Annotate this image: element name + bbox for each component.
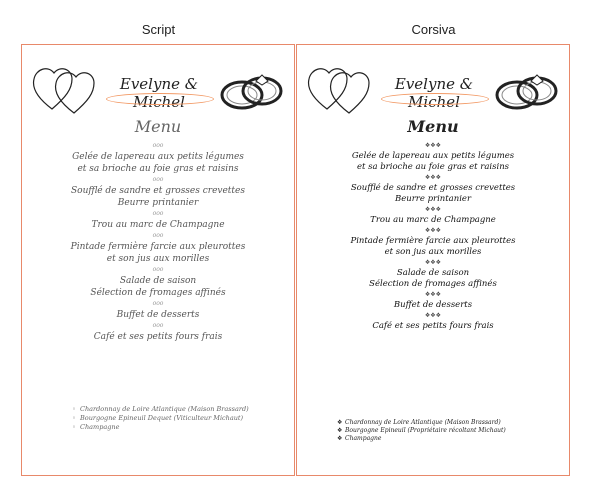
wine-item: ❖ Chardonnay de Loire Atlantique (Maison Brassard) <box>337 419 501 426</box>
menu-item: Gelée de lapereau aux petits légumes <box>351 151 515 161</box>
diamond-bullet-icon: ❖ <box>337 427 343 434</box>
diamond-bullet-icon: ◦ <box>72 405 76 413</box>
menu-item: et sa brioche au foie gras et raisins <box>77 164 239 174</box>
separator: ❖❖❖ <box>424 313 442 319</box>
separator: ❖❖❖ <box>424 143 442 149</box>
separator: ooo <box>152 210 164 217</box>
menu-item: Pintade fermière farcie aux pleurottes <box>350 236 516 246</box>
separator: ooo <box>152 300 164 307</box>
menu-item: Sélection de fromages affinés <box>90 288 226 298</box>
menu-card-corsiva <box>296 44 570 476</box>
menu-item: Beurre printanier <box>117 198 199 208</box>
separator: ❖❖❖ <box>424 207 442 213</box>
diamond-bullet-icon: ❖ <box>337 419 343 426</box>
separator: ooo <box>152 176 164 183</box>
names-underline-ellipse <box>381 93 489 105</box>
column-title-script: Script <box>141 22 176 37</box>
menu-item: Buffet de desserts <box>116 310 200 320</box>
menu-item: Pintade fermière farcie aux pleurottes <box>70 242 246 252</box>
wine-list <box>337 419 557 443</box>
hearts-icon <box>305 59 377 119</box>
wine-list <box>72 405 292 432</box>
column-title-corsiva: Corsiva <box>411 22 456 37</box>
separator: ❖❖❖ <box>424 228 442 234</box>
menu-item: Buffet de desserts <box>393 300 473 310</box>
wine-item: ◦ Chardonnay de Loire Atlantique (Maison Brassard) <box>72 405 249 413</box>
separator: ❖❖❖ <box>424 175 442 181</box>
menu-items <box>22 141 294 343</box>
menu-item: Beurre printanier <box>394 194 472 204</box>
couple-names: Evelyne & Michel <box>119 75 199 111</box>
separator: ooo <box>152 266 164 273</box>
separator: ❖❖❖ <box>424 260 442 266</box>
names-underline-ellipse <box>106 93 214 105</box>
menu-item: et son jus aux morilles <box>384 247 482 257</box>
separator: ooo <box>152 322 164 329</box>
couple-names: Evelyne & Michel <box>394 75 474 111</box>
separator: ooo <box>152 232 164 239</box>
menu-title: Menu <box>134 117 182 136</box>
menu-title: Menu <box>407 117 459 136</box>
menu-card-script <box>21 44 295 476</box>
menu-item: Salade de saison <box>119 276 197 286</box>
menu-item: Salade de saison <box>396 268 470 278</box>
menu-item: Soufflé de sandre et grosses crevettes <box>350 183 516 193</box>
menu-item: et son jus aux morilles <box>106 254 210 264</box>
separator: ❖❖❖ <box>424 292 442 298</box>
menu-item: Trou au marc de Champagne <box>370 215 496 225</box>
menu-item: Soufflé de sandre et grosses crevettes <box>70 186 245 196</box>
diamond-bullet-icon: ◦ <box>72 414 76 422</box>
diamond-bullet-icon: ❖ <box>337 435 343 442</box>
menu-items <box>297 141 569 332</box>
menu-item: Trou au marc de Champagne <box>91 220 225 230</box>
menu-item: Café et ses petits fours frais <box>372 321 494 331</box>
wedding-rings-icon <box>218 69 286 113</box>
hearts-icon <box>30 59 102 119</box>
wine-item: ◦ Bourgogne Epineuil Dequet (Viticulteur Michaut) <box>72 414 244 422</box>
separator: ooo <box>152 142 164 149</box>
wine-item: ◦ Champagne <box>72 423 120 431</box>
wine-item: ❖ Champagne <box>337 435 382 442</box>
wine-item: ❖ Bourgogne Epineuil (Propriétaire récoltant Michaut) <box>337 427 506 434</box>
menu-item: et sa brioche au foie gras et raisins <box>356 162 510 172</box>
menu-item: Café et ses petits fours frais <box>93 332 223 342</box>
diamond-bullet-icon: ◦ <box>72 423 76 431</box>
menu-item: Gelée de lapereau aux petits légumes <box>72 152 244 162</box>
wedding-rings-icon <box>493 69 561 113</box>
menu-item: Sélection de fromages affinés <box>369 279 497 289</box>
